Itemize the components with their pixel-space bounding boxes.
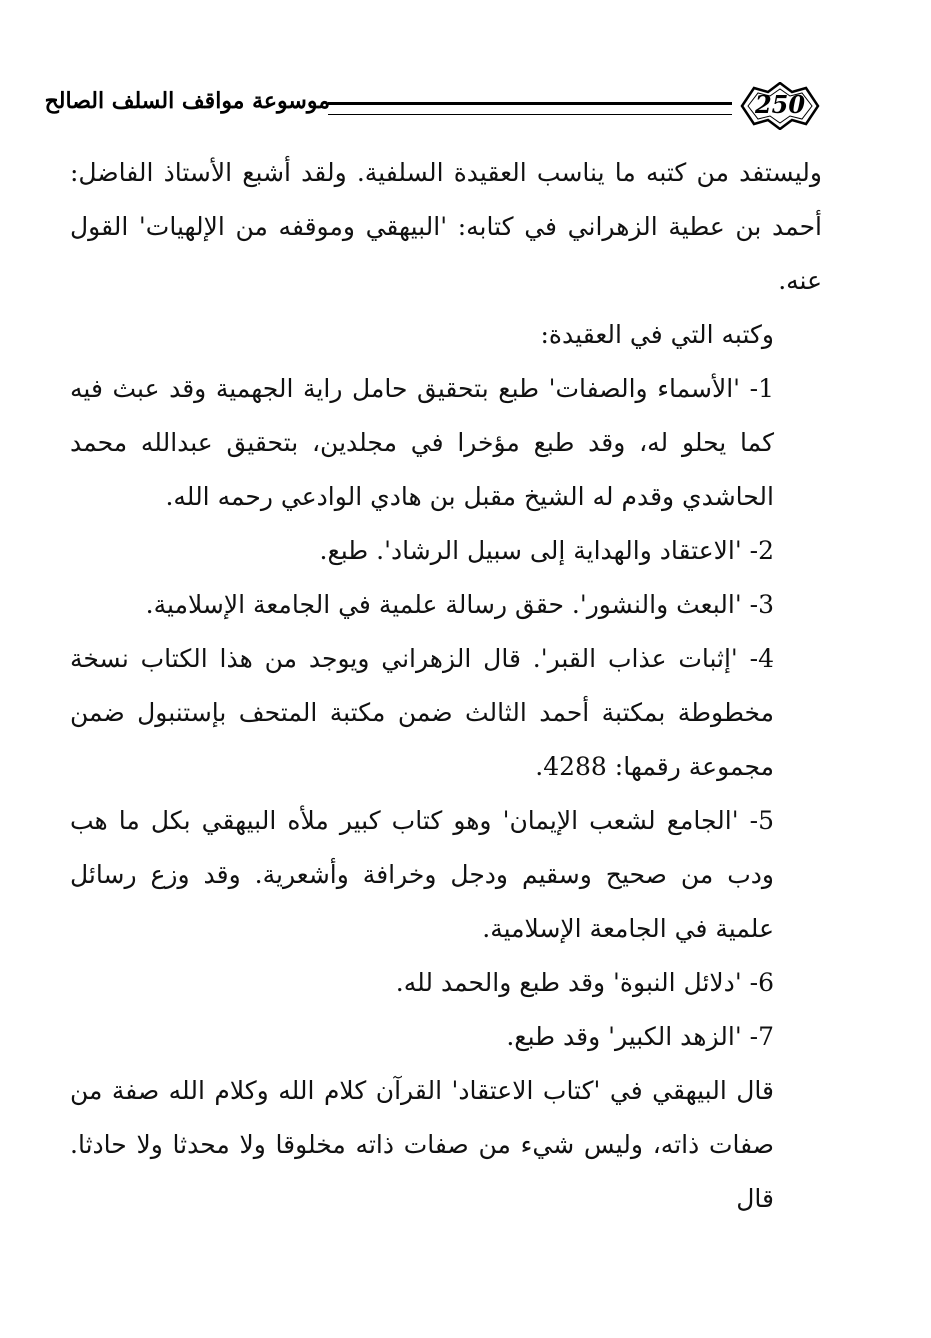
paragraph-quote: قال البيهقي في 'كتاب الاعتقاد' القرآن كلام الله وكلام الله صفة من صفات ذاته، وليس شيء من صفات ذاته مخلوقا ولا محدثا ولا حادثا. قال xyxy=(70,1076,774,1213)
list-item-4: 4- 'إثبات عذاب القبر'. قال الزهراني ويوجد من هذا الكتاب نسخة مخطوطة بمكتبة أحمد الثالث ضمن مكتبة المتحف بإستنبول ضمن مجموعة رقمها: 4288. xyxy=(70,644,774,781)
list-item-6: 6- 'دلائل النبوة' وقد طبع والحمد لله. xyxy=(395,968,774,997)
paragraph-books-heading: وكتبه التي في العقيدة: xyxy=(540,320,774,349)
page-number-badge xyxy=(732,82,828,130)
list-item-2: 2- 'الاعتقاد والهداية إلى سبيل الرشاد'. طبع. xyxy=(319,536,774,565)
list-item-3: 3- 'البعث والنشور'. حقق رسالة علمية في الجامعة الإسلامية. xyxy=(145,590,774,619)
list-item-7: 7- 'الزهد الكبير' وقد طبع. xyxy=(506,1022,774,1051)
header-rule xyxy=(328,102,732,115)
page-header xyxy=(44,82,828,130)
page-body xyxy=(70,146,822,1226)
page-number: 250 xyxy=(754,90,806,119)
list-item-5: 5- 'الجامع لشعب الإيمان' وهو كتاب كبير ملأه البيهقي بكل ما هب ودب من صحيح وسقيم ودجل وخرافة وأشعرية. وقد وزع رسائل علمية في الجامعة الإسلامية. xyxy=(70,806,774,943)
paragraph-intro: وليستفد من كتبه ما يناسب العقيدة السلفية. ولقد أشبع الأستاذ الفاضل: أحمد بن عطية الزهراني في كتابه: 'البيهقي وموقفه من الإلهيات' القول عنه. xyxy=(70,158,822,295)
series-title: موسوعة مواقف السلف الصالح xyxy=(44,88,330,114)
list-item-1: 1- 'الأسماء والصفات' طبع بتحقيق حامل راية الجهمية وقد عبث فيه كما يحلو له، وقد طبع مؤخرا في مجلدين، بتحقيق عبدالله محمد الحاشدي وقدم له الشيخ مقبل بن هادي الوادعي رحمه الله. xyxy=(70,374,774,511)
page-bottom-margin xyxy=(0,1298,931,1338)
